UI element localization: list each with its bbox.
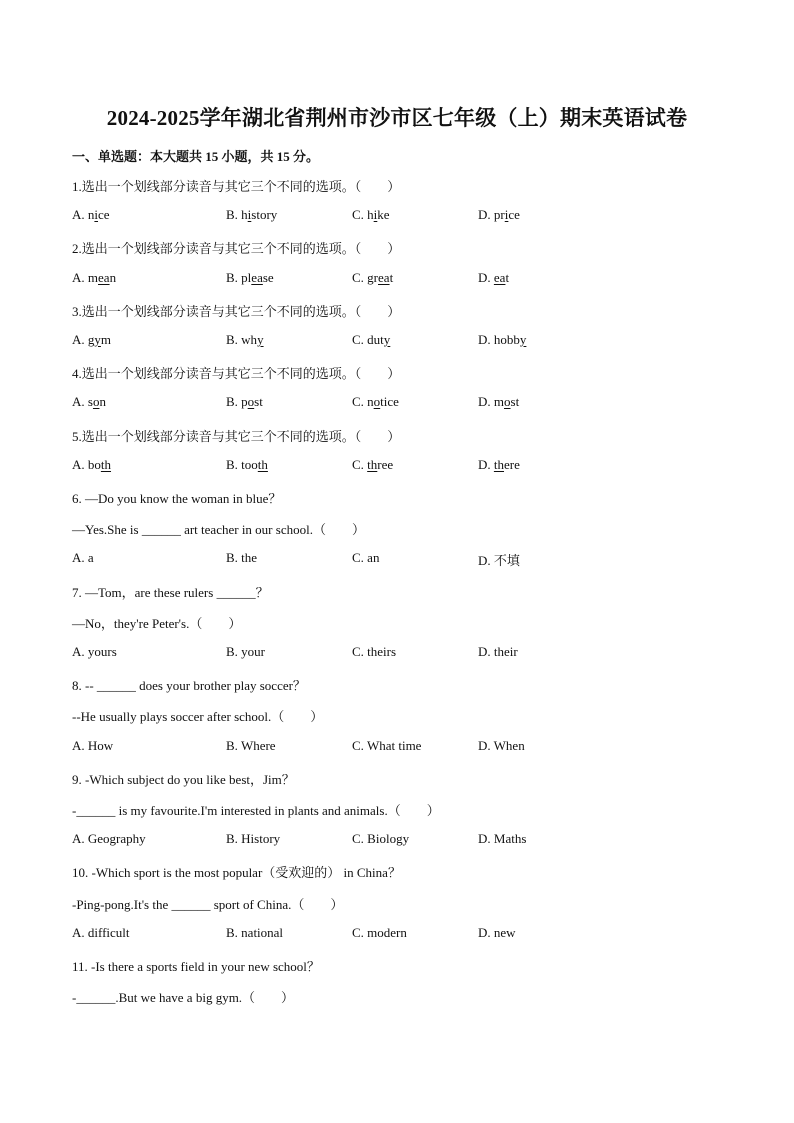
option-text: too (241, 456, 258, 472)
answer-option (72, 394, 106, 410)
option-letter: A. (72, 550, 88, 566)
option-text: the (241, 550, 258, 566)
option-letter: C. (352, 831, 368, 847)
answer-option (352, 550, 379, 566)
option-letter: C. (352, 737, 367, 753)
question-dialogue-line: —No，they're Peter's.（ ） (72, 615, 242, 631)
option-text: their (493, 644, 518, 659)
option-text: 不填 (493, 553, 520, 569)
option-underlined-part: ea (378, 269, 390, 285)
option-text: st (254, 394, 263, 410)
option-text: t (389, 269, 394, 285)
answer-option (226, 270, 274, 286)
option-text: Biology (367, 831, 410, 847)
option-underlined-part: th (367, 456, 378, 472)
option-letter: D. (478, 207, 494, 223)
answer-option (72, 738, 113, 754)
answer-option (226, 738, 276, 754)
option-underlined-part: y (519, 332, 527, 347)
answer-option (226, 831, 280, 847)
answer-option (226, 394, 263, 410)
option-text: your (241, 644, 266, 659)
option-letter: A. (72, 924, 88, 940)
option-letter: D. (478, 456, 494, 472)
section-heading: 一、单选题：本大题共 15 小题，共 15 分。 (72, 149, 320, 164)
option-text: p (241, 394, 248, 410)
option-text: What time (366, 737, 422, 753)
option-text: Geography (87, 831, 146, 847)
option-letter: B. (226, 550, 242, 566)
option-letter: A. (72, 456, 88, 472)
option-text: a (87, 550, 94, 566)
option-text: m (87, 269, 99, 285)
answer-option (72, 925, 130, 941)
answer-option (72, 550, 94, 566)
option-text: bo (87, 456, 101, 472)
answer-option (478, 207, 520, 223)
option-text: gr (367, 269, 379, 285)
answer-option (352, 207, 390, 223)
option-text: When (493, 737, 525, 753)
answer-option (226, 207, 277, 223)
option-letter: B. (226, 644, 242, 659)
answer-option (72, 207, 110, 223)
answer-option (478, 394, 519, 410)
answer-option (478, 831, 526, 847)
option-letter: D. (478, 924, 494, 940)
option-text: ree (377, 456, 394, 472)
answer-option (478, 925, 516, 941)
option-underlined-part: th (257, 456, 268, 472)
option-text: national (241, 924, 284, 940)
answer-option (478, 270, 509, 286)
option-letter: A. (72, 831, 88, 847)
question-stem: 11. -Is there a sports field in your new school？ (72, 959, 320, 974)
option-text: theirs (367, 644, 397, 659)
option-letter: B. (226, 831, 242, 847)
option-underlined-part: th (100, 456, 112, 472)
option-letter: D. (478, 831, 494, 847)
option-text: ce (98, 207, 110, 223)
answer-option (352, 925, 407, 941)
option-text: st (510, 394, 520, 410)
option-underlined-part: i (373, 207, 378, 223)
answer-option (72, 644, 117, 660)
option-text: How (87, 737, 114, 753)
option-text: m (493, 394, 505, 410)
option-text: n (367, 394, 374, 410)
option-text: se (262, 269, 274, 285)
question-stem: 10. -Which sport is the most popular（受欢迎的） in China？ (72, 865, 401, 881)
option-underlined-part: ea (98, 269, 110, 285)
option-letter: A. (72, 332, 88, 347)
option-text: ke (377, 207, 390, 223)
question-stem: 6. —Do you know the woman in blue？ (72, 491, 282, 506)
option-letter: B. (226, 207, 242, 223)
answer-option (226, 457, 268, 473)
answer-option (352, 457, 393, 473)
option-underlined-part: o (504, 394, 511, 410)
option-letter: D. (478, 332, 494, 347)
answer-option (478, 457, 520, 473)
answer-option (226, 550, 257, 566)
question-dialogue-line: -Ping-pong.It's the ______ sport of China.（ ） (72, 896, 344, 912)
answer-option (352, 738, 421, 754)
option-text: difficult (87, 924, 130, 940)
option-text: h (367, 207, 374, 223)
option-text: ce (508, 207, 520, 223)
answer-option (352, 270, 393, 286)
question-dialogue-line: -______.But we have a big gym.（ ） (72, 990, 295, 1006)
option-letter: A. (72, 269, 88, 285)
option-underlined-part: y (94, 332, 101, 347)
option-underlined-part: th (493, 456, 505, 472)
option-text: hobb (493, 332, 520, 347)
option-underlined-part: o (247, 394, 255, 410)
option-text: wh (241, 332, 258, 347)
option-text: new (493, 924, 516, 940)
option-letter: C. (352, 456, 368, 472)
option-letter: C. (352, 924, 368, 940)
option-text: modern (367, 924, 407, 940)
option-text: n (87, 207, 95, 223)
option-text: t (505, 269, 510, 285)
option-text: Maths (493, 831, 527, 847)
option-text: g (87, 332, 95, 347)
answer-option (226, 332, 264, 348)
option-text: tice (380, 394, 399, 410)
answer-option (72, 332, 111, 348)
answer-option (352, 332, 390, 348)
option-letter: C. (352, 332, 368, 347)
option-text: yours (87, 644, 117, 659)
option-letter: A. (72, 207, 88, 223)
option-letter: B. (226, 394, 242, 410)
question-stem: 1.选出一个划线部分读音与其它三个不同的选项。（ ） (72, 179, 401, 194)
option-underlined-part: i (504, 207, 509, 223)
answer-option (478, 332, 526, 348)
question-stem: 2.选出一个划线部分读音与其它三个不同的选项。（ ） (72, 241, 401, 257)
option-letter: D. (478, 394, 494, 410)
option-letter: C. (352, 644, 368, 659)
option-underlined-part: i (247, 207, 252, 223)
option-text: m (100, 332, 112, 347)
answer-option (72, 457, 111, 473)
answer-option (352, 644, 396, 660)
answer-option (72, 270, 116, 286)
option-underlined-part: y (383, 332, 391, 347)
option-underlined-part: i (94, 207, 99, 223)
answer-option (226, 644, 265, 660)
option-text: story (251, 207, 278, 223)
option-text: n (99, 394, 106, 410)
option-underlined-part: ea (251, 269, 263, 285)
question-dialogue-line: —Yes.She is ______ art teacher in our school.（ ） (72, 522, 365, 538)
question-stem: 9. -Which subject do you like best，Jim？ (72, 771, 295, 787)
option-letter: B. (226, 332, 242, 347)
option-letter: A. (72, 737, 88, 753)
option-underlined-part: o (373, 394, 381, 410)
option-letter: C. (352, 207, 368, 223)
question-dialogue-line: -______ is my favourite.I'm interested in plants and animals.（ ） (72, 803, 440, 818)
option-text: n (109, 269, 117, 285)
option-letter: C. (352, 394, 368, 410)
question-stem: 7. —Tom，are these rulers ______？ (72, 584, 269, 600)
option-letter: A. (72, 394, 88, 410)
option-text: dut (367, 332, 384, 347)
option-underlined-part: o (92, 394, 100, 410)
option-letter: D. (478, 553, 494, 569)
answer-option (478, 550, 520, 569)
option-text: pl (241, 269, 252, 285)
question-dialogue-line: --He usually plays soccer after school.（ ） (72, 709, 324, 725)
option-letter: B. (226, 924, 242, 940)
question-stem: 4.选出一个划线部分读音与其它三个不同的选项。（ ） (72, 366, 401, 382)
option-letter: C. (352, 269, 368, 285)
option-text: ere (504, 456, 520, 472)
question-stem: 8. -- ______ does your brother play soccer？ (72, 678, 306, 694)
question-stem: 5.选出一个划线部分读音与其它三个不同的选项。（ ） (72, 428, 401, 444)
answer-option (72, 831, 146, 847)
option-text: s (87, 394, 93, 410)
option-underlined-part: ea (493, 269, 506, 285)
option-letter: B. (226, 456, 242, 472)
option-underlined-part: y (257, 332, 264, 347)
answer-option (478, 644, 518, 660)
answer-option (352, 394, 399, 410)
option-letter: D. (478, 644, 494, 659)
option-letter: C. (352, 550, 368, 566)
option-letter: B. (226, 737, 241, 753)
option-letter: A. (72, 644, 88, 659)
answer-option (226, 925, 283, 941)
option-letter: B. (226, 269, 242, 285)
option-text: an (367, 550, 380, 566)
question-stem: 3.选出一个划线部分读音与其它三个不同的选项。（ ） (72, 303, 401, 319)
option-letter: D. (478, 737, 494, 753)
option-letter: D. (478, 269, 494, 285)
answer-option (478, 738, 525, 754)
option-text: h (241, 207, 248, 223)
answer-option (352, 831, 409, 847)
exam-title: 2024-2025学年湖北省荆州市沙市区七年级（上）期末英语试卷 (106, 106, 688, 130)
option-text: History (241, 831, 281, 847)
option-text: pr (493, 207, 505, 223)
option-text: Where (240, 737, 276, 753)
